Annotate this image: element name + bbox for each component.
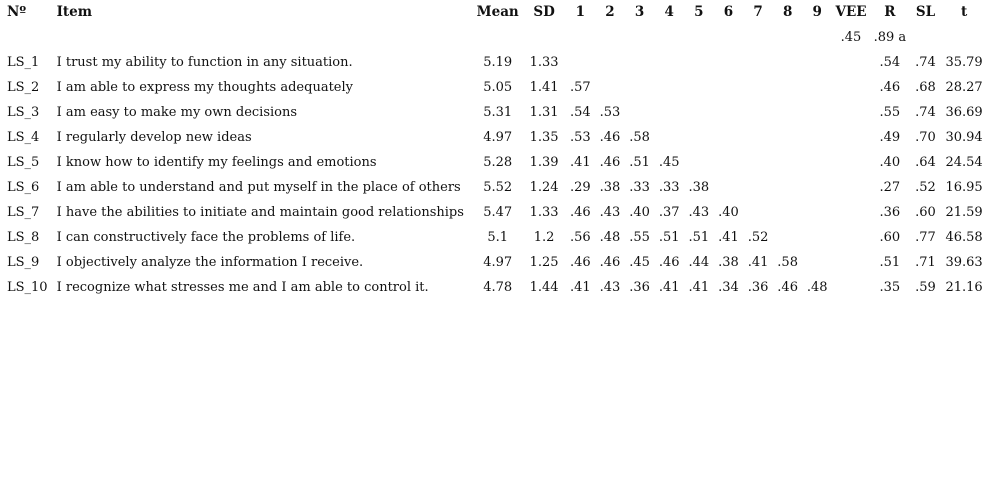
row-id: LS_9 [7,255,40,270]
row-mean: 5.1 [487,230,509,245]
row-vee [832,100,870,125]
column-header: 5 [694,4,704,20]
row-correlation [595,75,625,100]
row-sd: 1.33 [529,205,559,220]
column-header: SL [915,4,936,20]
row-item-text: I recognize what stresses me and I am able to control it. [56,280,429,295]
row-correlation: .33 [629,180,650,195]
row-mean: 4.97 [483,130,513,145]
row-sd: 1.33 [529,55,559,70]
row-t: 28.27 [945,80,983,95]
row-id: LS_8 [7,230,40,245]
row-correlation [654,75,684,100]
sub-cell-8 [773,25,803,50]
row-mean: 4.78 [483,280,513,295]
row-correlation: .57 [570,80,591,95]
column-header: 1 [575,4,586,20]
row-item-text: I know how to identify my feelings and emotions [56,155,377,170]
row-correlation: .43 [599,280,621,295]
row-correlation [743,125,773,150]
row-correlation [684,150,714,175]
row-correlation [773,225,803,250]
row-id: LS_2 [7,80,40,95]
row-correlation: .46 [599,130,621,145]
row-correlation: .36 [629,280,650,295]
row-r: .35 [879,280,901,295]
row-r: .40 [879,155,901,170]
column-header: R [884,4,896,20]
row-sd: 1.2 [533,230,555,245]
r-value: .89 a [873,30,907,45]
row-item-text: I objectively analyze the information I receive. [56,255,364,270]
table-row [0,75,987,100]
row-correlation [773,175,803,200]
header-row [0,0,987,25]
row-id: LS_3 [7,105,40,120]
row-correlation [802,175,832,200]
column-header: SD [533,4,555,20]
row-correlation [595,50,625,75]
row-sd: 1.44 [529,280,559,295]
row-mean: 4.97 [483,255,513,270]
row-correlation: .53 [570,130,591,145]
row-sl: .74 [915,55,936,70]
row-correlation [773,150,803,175]
row-t: 35.79 [945,55,983,70]
row-correlation [802,100,832,125]
column-header: Mean [476,4,519,20]
row-r: .46 [879,80,901,95]
row-correlation: .46 [599,155,621,170]
row-item-text: I trust my ability to function in any situation. [56,55,353,70]
sub-cell-9 [802,25,832,50]
row-id: LS_7 [7,205,40,220]
row-correlation: .33 [658,180,680,195]
row-correlation: .51 [658,230,680,245]
row-correlation: .51 [629,155,650,170]
row-sl: .71 [915,255,936,270]
row-r: .60 [879,230,901,245]
column-header: t [960,4,968,20]
row-item-text: I can constructively face the problems of life. [56,230,356,245]
row-t: 36.69 [945,105,983,120]
table-body [0,50,987,300]
row-correlation [802,150,832,175]
row-sd: 1.31 [529,105,559,120]
row-correlation: .38 [688,180,710,195]
row-sl: .74 [915,105,936,120]
sub-cell-item [51,25,473,50]
row-sd: 1.24 [529,180,559,195]
row-vee [832,75,870,100]
row-correlation [773,200,803,225]
row-correlation [802,75,832,100]
row-correlation [684,50,714,75]
row-sl: .60 [915,205,936,220]
row-correlation [773,50,803,75]
sub-cell-5 [684,25,714,50]
row-correlation: .41 [570,280,591,295]
row-item-text: I regularly develop new ideas [56,130,252,145]
row-correlation: .44 [688,255,710,270]
row-vee [832,150,870,175]
row-correlation: .46 [570,255,591,270]
row-correlation: .53 [599,105,621,120]
subheader-row [0,25,987,50]
row-t: 39.63 [945,255,983,270]
row-correlation: .52 [747,230,769,245]
row-correlation: .37 [658,205,680,220]
row-vee [832,175,870,200]
column-header: Item [56,4,93,20]
column-header: Nº [7,4,27,20]
table-row [0,200,987,225]
row-correlation: .43 [688,205,710,220]
table-row [0,50,987,75]
row-correlation: .41 [747,255,769,270]
sub-cell-3 [625,25,655,50]
row-mean: 5.52 [483,180,513,195]
row-vee [832,225,870,250]
row-correlation: .34 [718,280,739,295]
row-r: .36 [879,205,901,220]
row-correlation [714,50,744,75]
row-vee [832,125,870,150]
row-correlation [743,200,773,225]
sub-cell-1 [566,25,596,50]
row-r: .54 [879,55,901,70]
table-row [0,250,987,275]
row-correlation: .40 [629,205,650,220]
row-vee [832,50,870,75]
column-header: 3 [634,4,645,20]
table-row [0,175,987,200]
row-correlation [625,50,655,75]
row-correlation [773,75,803,100]
table-row [0,225,987,250]
row-sd: 1.41 [529,80,559,95]
row-correlation [714,125,744,150]
row-sl: .59 [915,280,936,295]
row-correlation [743,75,773,100]
row-correlation [773,100,803,125]
row-correlation: .56 [570,230,591,245]
row-correlation: .54 [570,105,591,120]
sub-cell-sl [910,25,941,50]
row-mean: 5.28 [483,155,513,170]
row-correlation: .36 [747,280,769,295]
row-item-text: I am able to express my thoughts adequately [56,80,353,95]
row-r: .27 [879,180,901,195]
row-correlation [654,100,684,125]
row-correlation [714,100,744,125]
row-vee [832,250,870,275]
row-correlation: .38 [718,255,739,270]
row-correlation: .51 [688,230,710,245]
table-row [0,100,987,125]
sub-cell-6 [714,25,744,50]
row-sd: 1.35 [529,130,559,145]
row-correlation: .46 [658,255,680,270]
row-correlation [714,175,744,200]
row-correlation [684,125,714,150]
row-correlation [743,50,773,75]
row-id: LS_4 [7,130,40,145]
row-item-text: I am able to understand and put myself in the place of others [56,180,461,195]
column-header: 6 [723,4,734,20]
row-sl: .70 [915,130,936,145]
row-correlation: .29 [570,180,591,195]
row-correlation: .46 [599,255,621,270]
row-sd: 1.39 [529,155,559,170]
sub-cell-t [941,25,987,50]
sub-cell-no [0,25,51,50]
row-correlation: .46 [777,280,798,295]
row-correlation [625,75,655,100]
row-correlation: .41 [718,230,739,245]
column-header: 7 [753,4,763,20]
sub-cell-7 [743,25,773,50]
table-row [0,125,987,150]
row-r: .51 [879,255,901,270]
sub-cell-2 [595,25,625,50]
row-correlation [802,250,832,275]
row-correlation [625,100,655,125]
row-correlation [654,50,684,75]
row-correlation [802,225,832,250]
column-header: 2 [605,4,615,20]
row-t: 46.58 [945,230,983,245]
row-correlation: .45 [629,255,650,270]
row-correlation: .41 [658,280,680,295]
row-correlation: .48 [599,230,621,245]
row-correlation: .41 [570,155,591,170]
table-row [0,150,987,175]
row-correlation [684,100,714,125]
row-item-text: I have the abilities to initiate and maintain good relationships [56,205,464,220]
row-correlation: .38 [599,180,621,195]
column-header: 9 [812,4,822,20]
row-correlation [654,125,684,150]
row-correlation: .58 [629,130,650,145]
row-correlation [714,75,744,100]
row-correlation [566,50,596,75]
row-correlation: .46 [570,205,591,220]
row-correlation [802,50,832,75]
row-sl: .64 [915,155,936,170]
row-correlation [802,125,832,150]
row-sd: 1.25 [529,255,559,270]
vee-value: .45 [840,30,862,45]
row-mean: 5.31 [483,105,513,120]
row-correlation: .55 [629,230,650,245]
row-mean: 5.05 [483,80,513,95]
sub-cell-mean [473,25,523,50]
row-sl: .52 [915,180,936,195]
row-correlation: .58 [777,255,798,270]
row-item-text: I am easy to make my own decisions [56,105,298,120]
row-t: 16.95 [945,180,983,195]
row-vee [832,200,870,225]
row-vee [832,275,870,300]
sub-cell-sd [523,25,566,50]
row-id: LS_1 [7,55,40,70]
row-r: .49 [879,130,901,145]
row-correlation [684,75,714,100]
row-correlation [714,150,744,175]
row-t: 30.94 [945,130,983,145]
row-correlation: .43 [599,205,621,220]
row-sl: .77 [915,230,936,245]
row-r: .55 [879,105,901,120]
row-correlation [773,125,803,150]
row-correlation [802,200,832,225]
sub-cell-4 [654,25,684,50]
row-t: 24.54 [945,155,983,170]
row-correlation [743,100,773,125]
row-correlation [743,175,773,200]
row-correlation: .41 [688,280,710,295]
row-correlation [743,150,773,175]
row-mean: 5.19 [483,55,513,70]
row-id: LS_10 [7,280,48,295]
row-t: 21.16 [945,280,983,295]
row-t: 21.59 [945,205,983,220]
table-row [0,275,987,300]
column-header: 8 [782,4,793,20]
column-header: 4 [664,4,674,20]
row-correlation: .48 [806,280,828,295]
row-correlation: .40 [718,205,739,220]
row-correlation: .45 [658,155,680,170]
row-mean: 5.47 [483,205,513,220]
row-sl: .68 [915,80,936,95]
row-id: LS_5 [7,155,40,170]
row-id: LS_6 [7,180,40,195]
column-header: VEE [835,4,867,20]
